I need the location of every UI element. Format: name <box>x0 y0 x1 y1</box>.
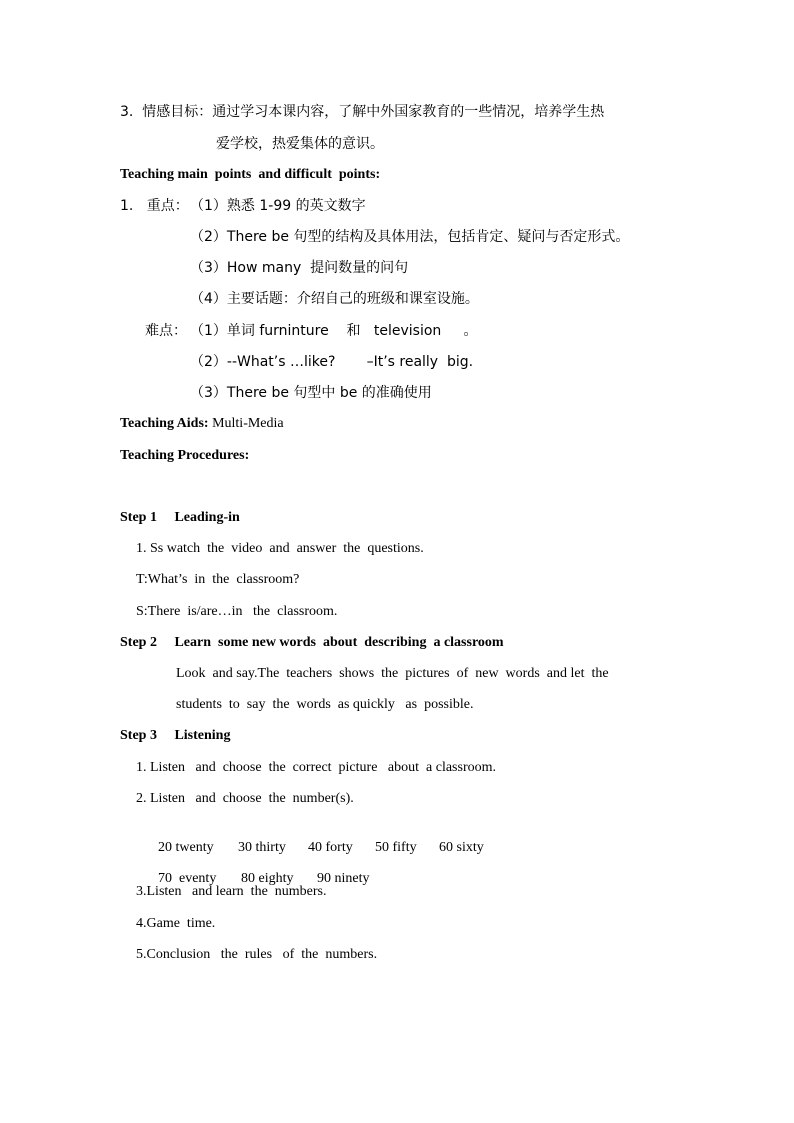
teaching-aids-value: Multi-Media <box>212 416 284 431</box>
step2-line: Look and say.The teachers shows the pictures of new words and let the <box>176 666 609 681</box>
step3-line: 3.Listen and learn the numbers. <box>136 884 327 899</box>
step3-line: 4.Game time. <box>136 916 216 931</box>
step1-line: S:There is/are…in the classroom. <box>136 604 338 619</box>
emotional-goal-line-2: 爱学校，热爱集体的意识。 <box>216 136 384 152</box>
step1-line: 1. Ss watch the video and answer the questions. <box>136 541 424 556</box>
number-word: 50 fifty <box>375 840 417 855</box>
step3-line: 2. Listen and choose the number(s). <box>136 791 354 806</box>
procedures-heading: Teaching Procedures: <box>120 448 250 463</box>
step1-line: T:What’s in the classroom? <box>136 572 300 587</box>
step2-line: students to say the words as quickly as possible. <box>176 697 474 712</box>
key-point-item: （3）How many 提问数量的问句 <box>190 260 409 276</box>
step3-title: Step 3 Listening <box>120 728 231 743</box>
step1-title: Step 1 Leading-in <box>120 510 240 525</box>
key-point-item: （4）主要话题：介绍自己的班级和课室设施。 <box>190 291 479 307</box>
difficult-points-label: 难点： <box>145 323 187 339</box>
key-point-item: （2）There be 句型的结构及具体用法，包括肯定、疑问与否定形式。 <box>190 229 630 245</box>
step2-title: Step 2 Learn some new words about describing a classroom <box>120 635 504 650</box>
number-word: 80 eighty <box>241 871 294 886</box>
number-word: 20 twenty <box>158 840 214 855</box>
number-word: 90 ninety <box>317 871 370 886</box>
difficult-point-item: （3）There be 句型中 be 的准确使用 <box>190 385 432 401</box>
emotional-goal-line-1: 3. 情感目标：通过学习本课内容，了解中外国家教育的一些情况，培养学生热 <box>120 104 605 120</box>
number-word: 60 sixty <box>439 840 484 855</box>
key-point-item: （1）熟悉 1-99 的英文数字 <box>190 198 366 214</box>
teaching-aids-label: Teaching Aids: <box>120 416 209 431</box>
key-points-label: 1. 重点： <box>120 198 189 214</box>
difficult-point-item: （2）--What’s …like? –It’s really big. <box>190 354 474 370</box>
number-word: 40 forty <box>308 840 353 855</box>
step3-line: 1. Listen and choose the correct picture about a classroom. <box>136 760 496 775</box>
difficult-point-item: （1）单词 furninture 和 television 。 <box>190 323 478 339</box>
number-word: 30 thirty <box>238 840 286 855</box>
step3-line: 5.Conclusion the rules of the numbers. <box>136 947 378 962</box>
teaching-aids <box>120 415 284 433</box>
number-word: 70 eventy <box>158 871 217 886</box>
points-heading: Teaching main points and difficult points: <box>120 167 381 182</box>
